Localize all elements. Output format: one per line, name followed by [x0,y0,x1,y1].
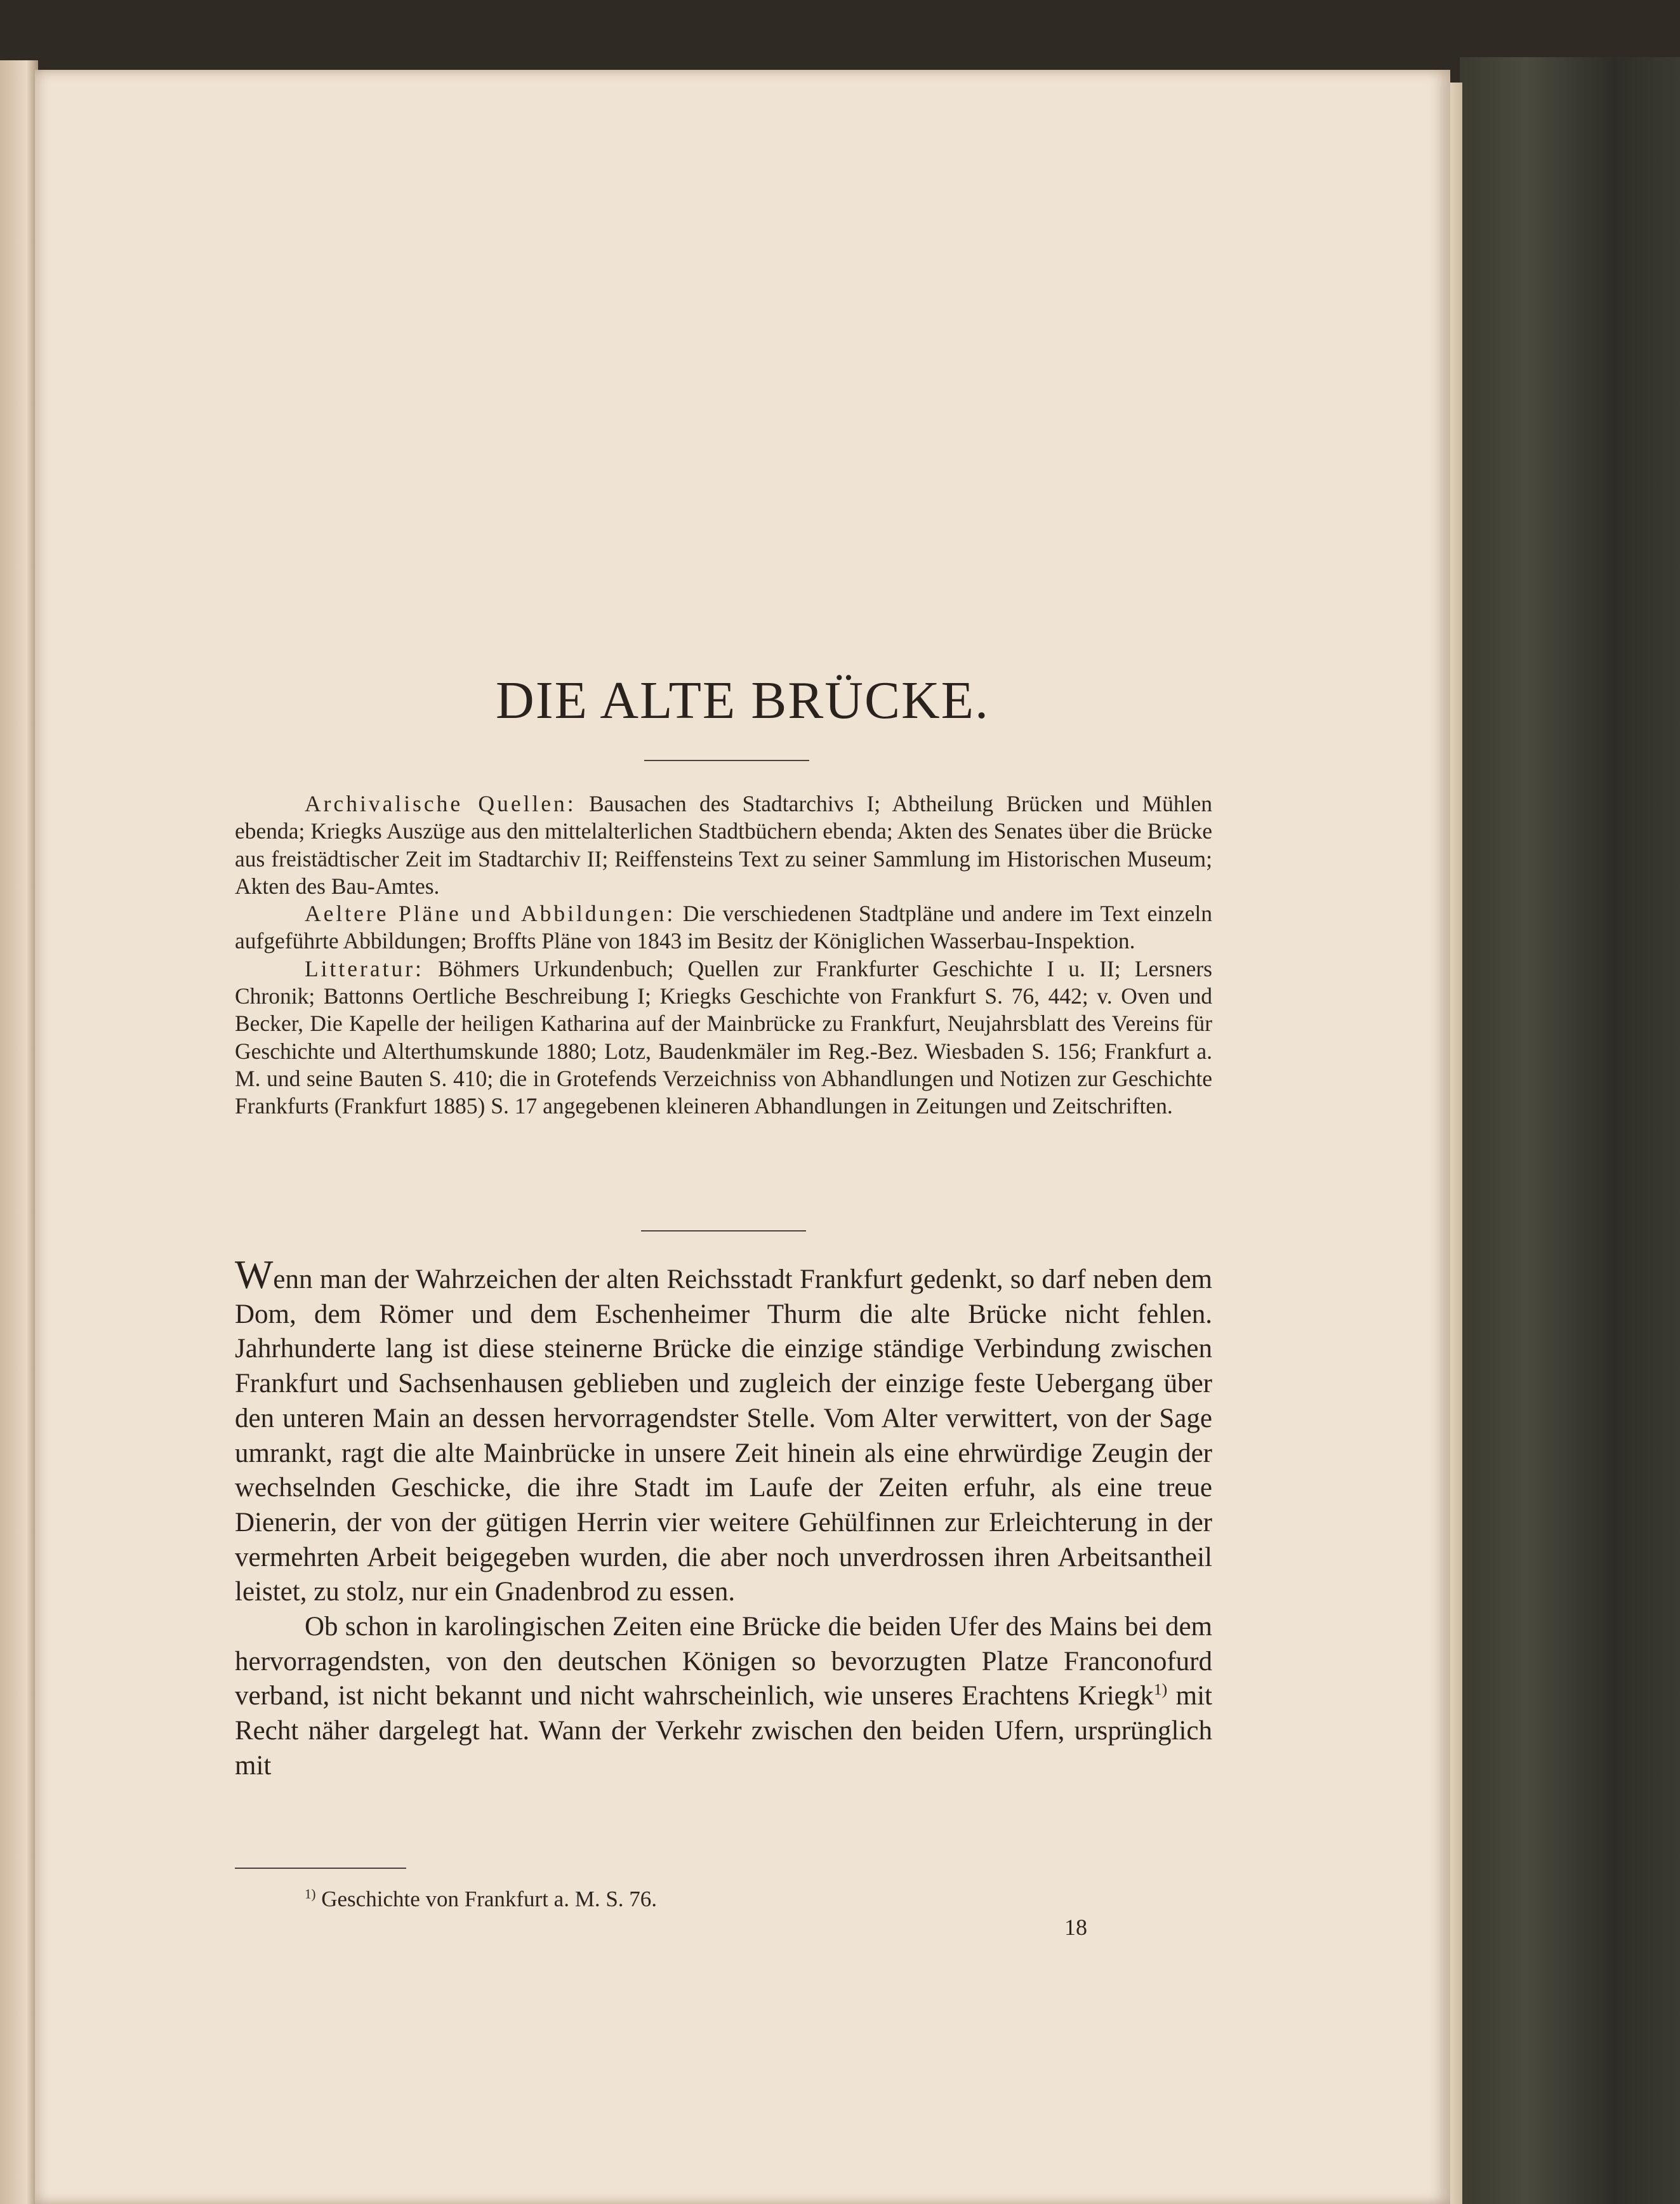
body-paragraph-2-before: Ob schon in karolingischen Zeiten eine Brücke die beiden Ufer des Mains bei dem hervorragendsten, von den deutschen Königen so bevorzugten Platze Franconofurd verband, ist nicht bekannt und nicht wahrscheinlich, wie unseres Erachtens Kriegk [235,1612,1212,1711]
sources-divider [641,1230,806,1231]
sources-section [235,790,1212,1120]
page-number: 18 [1064,1915,1087,1940]
sources-archival-text: Bausachen des Stadtarchivs I; Abtheilung Brücken und Mühlen ebenda; Kriegks Auszüge aus den mittelalterlichen Stadtbüchern ebenda; Akten des Senates über die Brücke aus freistädtischer Zeit im Stadtarchiv II; Reiffensteins Text zu seiner Sammlung im Historischen Museum; Akten des Bau-Amtes. [235,791,1212,899]
title-divider [644,760,809,761]
footnote-divider [235,1868,406,1869]
body-paragraph-1-text: enn man der Wahrzeichen der alten Reichsstadt Frankfurt gedenkt, so darf neben dem Dom, dem Römer und dem Eschenheimer Thurm die alte Brücke nicht fehlen. Jahrhunderte lang ist diese steinerne Brücke die einzige ständige Verbindung zwischen Frankfurt und Sachsenhausen geblieben und zugleich der einzige feste Uebergang über den unteren Main an dessen hervorragendster Stelle. Vom Alter verwittert, von der Sage umrankt, ragt die alte Mainbrücke in unsere Zeit hinein als eine ehrwürdige Zeugin der wechselnden Geschicke, die ihre Stadt im Laufe der Zeiten erfuhr, als eine treue Dienerin, der von der gütigen Herrin vier weitere Gehülfinnen zur Erleichterung in der vermehrten Arbeit beigegeben wurden, die aber noch unverdrossen ihren Arbeitsantheil leistet, zu stolz, nur ein Gnadenbrod zu essen. [235,1265,1212,1607]
sources-literature-label: Litteratur: [305,955,424,981]
body-text [235,1252,1213,1784]
sources-archival-label: Archivalische Quellen: [305,791,576,816]
sources-literature [235,955,1212,1120]
footnote [305,1885,1193,1913]
footnote-marker: 1) [305,1886,316,1902]
footnote-reference: 1) [1153,1680,1168,1699]
page-stack-edge [1448,83,1462,2204]
sources-plans-label: Aeltere Pläne und Abbildungen: [305,901,676,927]
sources-plans [235,900,1212,955]
sources-literature-text: Böhmers Urkundenbuch; Quellen zur Frankfurter Geschichte I u. II; Lersners Chronik; Battonns Oertliche Beschreibung I; Kriegks Geschichte von Frankfurt S. 76, 442; v. Oven und Becker, Die Kapelle der heiligen Katharina auf der Mainbrücke zu Frankfurt, Neujahrsblatt des Vereins für Geschichte und Alterthumskunde 1880; Lotz, Baudenkmäler im Reg.-Bez. Wiesbaden S. 156; Frankfurt a. M. und seine Bauten S. 410; die in Grotefends Verzeichniss von Abhandlungen und Notizen zur Geschichte Frankfurts (Frankfurt 1885) S. 17 angegebenen kleineren Abhandlungen in Zeitungen und Zeitschriften. [235,955,1212,1119]
page-title: DIE ALTE BRÜCKE. [496,671,989,730]
body-paragraph-2-after: mit Recht näher dargelegt hat. Wann der Verkehr zwischen den beiden Ufern, ursprünglich mit [235,1681,1213,1781]
sources-plans-text: Die verschiedenen Stadtpläne und andere im Text einzeln aufgeführte Abbildungen; Broffts Pläne von 1843 im Besitz der Königlichen Wasserbau-Inspektion. [235,901,1212,954]
previous-page-edge [0,60,38,2204]
body-paragraph-1 [235,1252,1212,1610]
footnote-text: Geschichte von Frankfurt a. M. S. 76. [315,1887,658,1911]
drop-cap: W [235,1252,274,1297]
body-paragraph-2 [235,1610,1212,1784]
sources-archival [235,790,1212,900]
book-binding [1460,57,1680,2204]
book-page [35,70,1450,2204]
